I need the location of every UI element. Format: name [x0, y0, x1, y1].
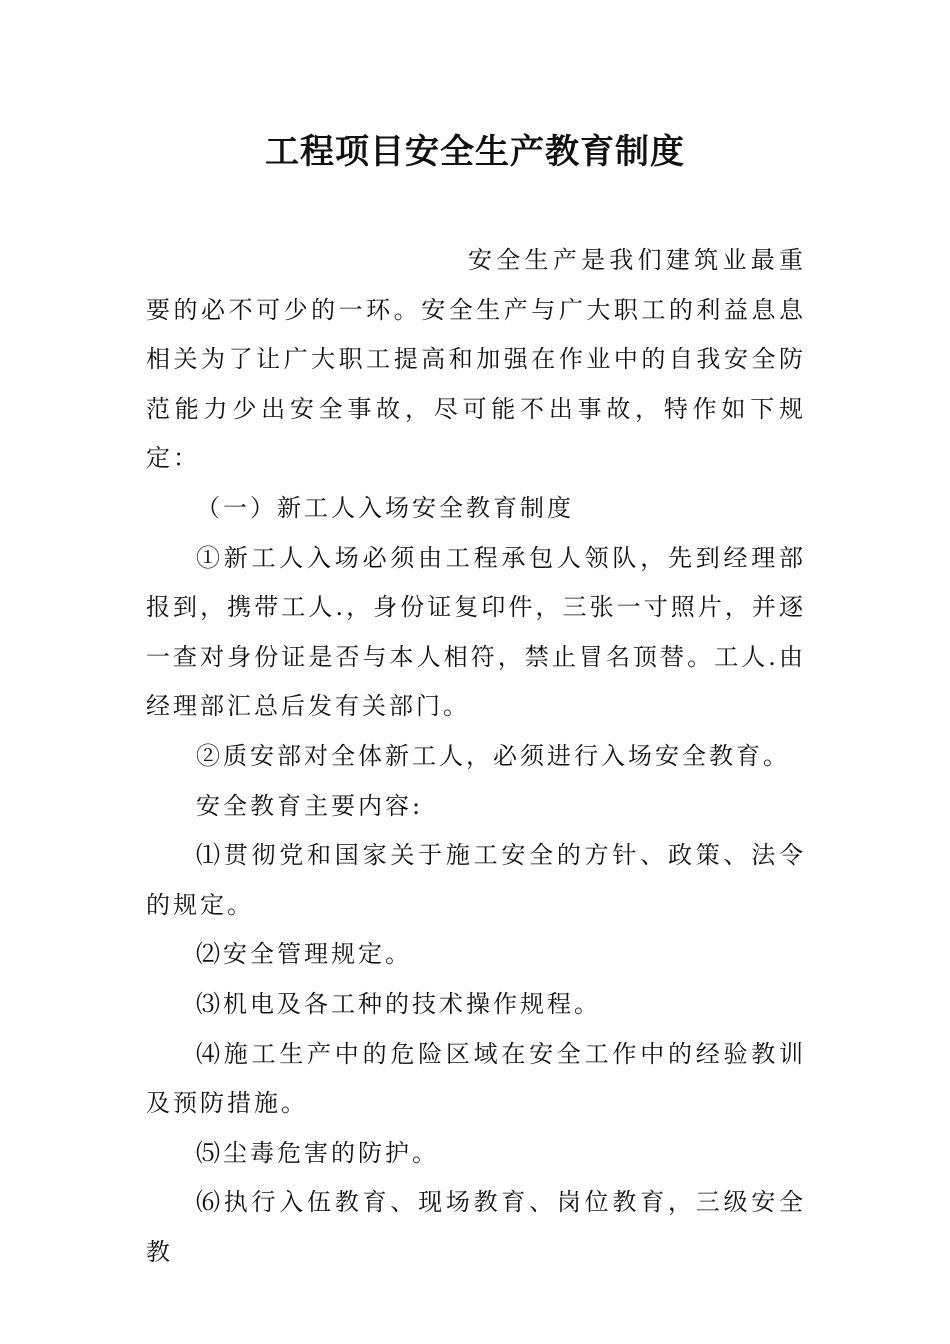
section-heading: （一）新工人入场安全教育制度	[196, 493, 574, 522]
content-heading: 安全教育主要内容:	[196, 791, 424, 820]
content-item-4: ⑷施工生产中的危险区域在安全工作中的经验教训及预防措施。	[146, 1039, 806, 1118]
intro-paragraph: 安全生产是我们建筑业最重要的必不可少的一环。安全生产与广大职工的利益息息相关为了让广大职工提高和加强在作业中的自我安全防范能力少出安全事故，尽可能不出事故，特作如下规定：	[146, 246, 806, 473]
rule-paragraph-1: ①新工人入场必须由工程承包人领队，先到经理部报到，携带工人.，身份证复印件，三张一寸照片，并逐一查对身份证是否与本人相符，禁止冒名顶替。工人.由经理部汇总后发有关部门。	[146, 543, 806, 721]
content-item-6: ⑹执行入伍教育、现场教育、岗位教育，三级安全教	[146, 1188, 806, 1266]
content-item-5: ⑸尘毒危害的防护。	[196, 1138, 439, 1167]
content-item-1: ⑴贯彻党和国家关于施工安全的方针、政策、法令的规定。	[146, 841, 806, 919]
rule-paragraph-2: ②质安部对全体新工人，必须进行入场安全教育。	[196, 741, 790, 770]
content-item-2: ⑵安全管理规定。	[196, 940, 412, 969]
content-item-3: ⑶机电及各工种的技术操作规程。	[196, 989, 601, 1018]
document-body	[146, 236, 806, 1277]
document-title: 工程项目安全生产教育制度	[265, 132, 685, 172]
